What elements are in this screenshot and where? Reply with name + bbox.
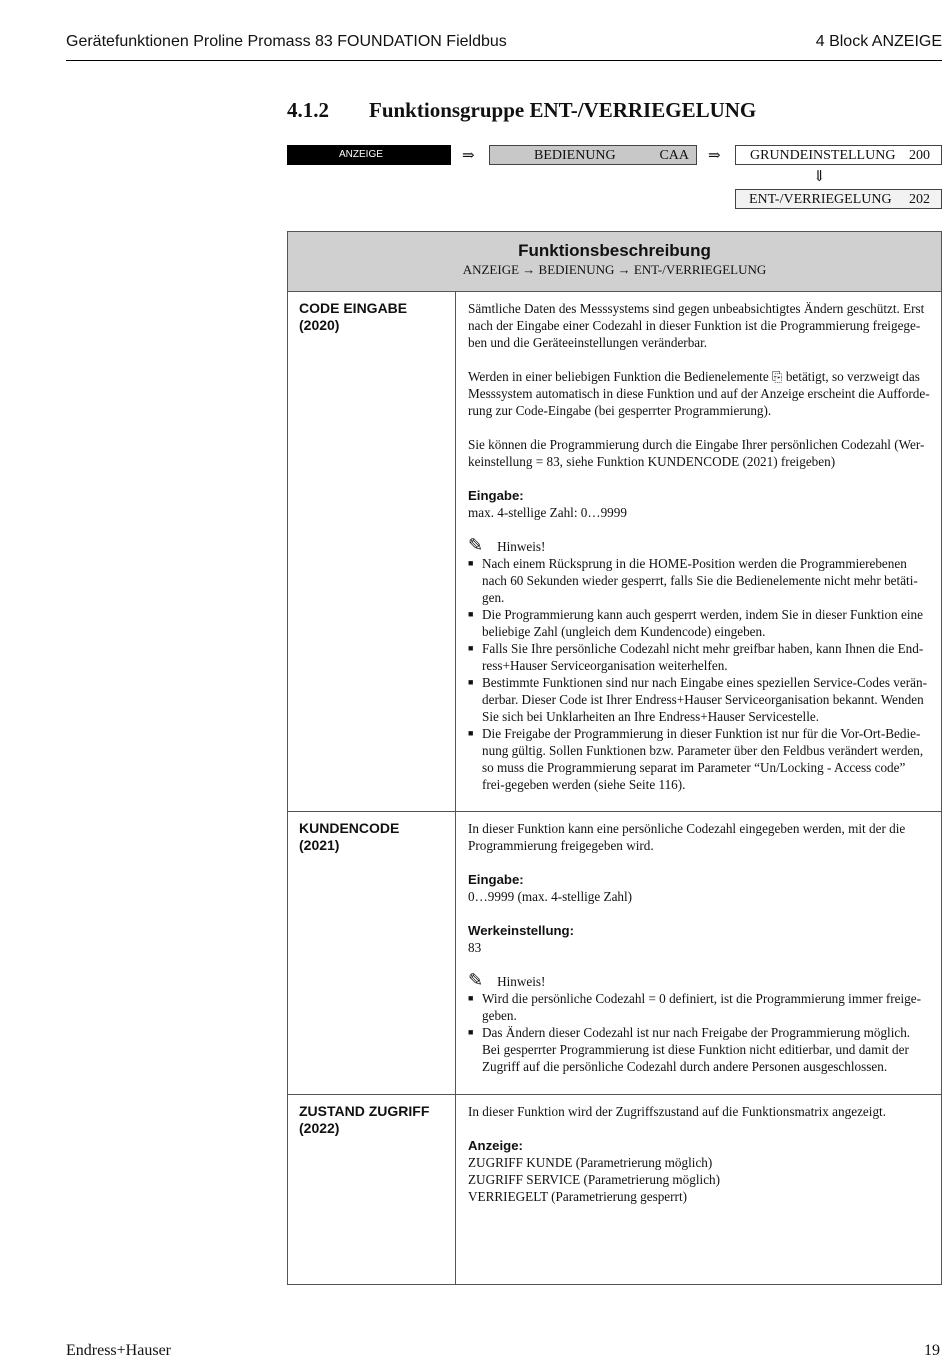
display-label: Anzeige: [468,1138,523,1153]
arrow-right-icon: ⇒ [708,148,721,164]
page-number: 19 [924,1342,940,1359]
function-description [468,820,930,1075]
function-table [287,231,942,1285]
default-value: 83 [468,940,482,955]
table-row [288,1095,941,1284]
nav-function-verriegelung [735,189,942,209]
nav-group-code: CAA [659,148,689,163]
header-divider [66,60,942,61]
hint-label: Hinweis! [497,539,546,554]
table-row [288,292,941,812]
header-title: Gerätefunktionen Proline Promass 83 FOUNDATION Fieldbus [66,33,507,50]
nav-function-label: ENT-/VERRIEGELUNG [749,192,892,207]
section-title [287,98,756,123]
input-value: max. 4-stellige Zahl: 0…9999 [468,505,627,520]
description-paragraph: Sie können die Programmierung durch die Eingabe Ihrer persönlichen Codezahl (Wer-keinstellung = 83, siehe Funktion KUNDENCODE (2021) freigeben) [468,437,925,469]
pencil-hint-icon: ✎ [468,535,484,555]
section-heading: Funktionsgruppe ENT-/VERRIEGELUNG [369,98,757,122]
input-label: Eingabe: [468,872,524,887]
list-item: ■ Nach einem Rücksprung in die HOME-Position werden die Programmierebenen nach 60 Sekunden wieder gesperrt, falls Sie die Bedienelemente nicht mehr betäti-gen. [468,555,930,606]
hint-block [468,535,930,555]
function-description [468,300,930,793]
function-name: ZUSTAND ZUGRIFF [299,1103,430,1119]
input-value: 0…9999 (max. 4-stellige Zahl) [468,889,633,904]
list-item: ■ Wird die persönliche Codezahl = 0 definiert, ist die Programmierung immer freige-geben. [468,990,930,1024]
nav-function-code: 202 [909,192,930,207]
nav-subgroup-label: GRUNDEINSTELLUNG [750,148,896,163]
description-paragraph: In dieser Funktion kann eine persönliche Codezahl eingegeben werden, mit der die Programmierung freigegeben wird. [468,821,906,853]
function-name: KUNDENCODE [299,820,400,836]
table-title: Funktionsbeschreibung [518,241,711,260]
nav-group-bedienung [489,145,697,165]
display-option: VERRIEGELT (Parametrierung gesperrt) [468,1189,687,1204]
display-option: ZUGRIFF SERVICE (Parametrierung möglich) [468,1172,721,1187]
list-item: ■ Bestimmte Funktionen sind nur nach Eingabe eines speziellen Service-Codes verän-derbar. Dieser Code ist Ihrer Endress+Hauser Serviceorganisation bekannt. Wenden Sie sich bei Unklarheiten an Ihre Endress+Hauser Servicestelle. [468,674,930,725]
description-paragraph: Werden in einer beliebigen Funktion die Bedienelemente ⎘ betätigt, so verzweigt das Messsystem automatisch in diese Funktion und auf der Anzeige erscheint die Aufforde-rung zur Code-Eingabe (bei gesperrter Programmierung). [468,369,930,418]
function-name-cell [288,1095,456,1284]
section-number: 4.1.2 [287,98,329,122]
footer-brand: Endress+Hauser [66,1342,171,1359]
hint-block [468,970,930,990]
description-paragraph: Sämtliche Daten des Messsystems sind gegen unbeabsichtigtes Ändern geschützt. Erst nach der Eingabe einer Codezahl in dieser Funktion ist die Programmierung freigege-ben und die Geräteeinstellungen veränderbar. [468,301,925,350]
function-description [468,1103,930,1205]
table-path: ANZEIGE → BEDIENUNG → ENT-/VERRIEGELUNG [462,262,767,277]
nav-subgroup-grundeinstellung [735,145,942,165]
hint-label: Hinweis! [497,974,546,989]
default-label: Werkeinstellung: [468,923,575,938]
function-code: (2020) [299,317,340,333]
display-option: ZUGRIFF KUNDE (Parametrierung möglich) [468,1155,713,1170]
function-code: (2022) [299,1120,340,1136]
arrow-right-icon: ⇒ [462,148,475,164]
nav-group-label: BEDIENUNG [534,148,616,163]
arrow-down-icon: ⇓ [813,169,826,185]
function-name-cell [288,292,456,811]
description-paragraph: In dieser Funktion wird der Zugriffszustand auf die Funktionsmatrix angezeigt. [468,1104,887,1119]
function-name-cell [288,812,456,1094]
hint-list [468,990,930,1075]
input-label: Eingabe: [468,488,524,503]
table-row [288,812,941,1095]
list-item: ■ Die Programmierung kann auch gesperrt werden, indem Sie in dieser Funktion eine beliebige Zahl (ungleich dem Kundencode) eingeben. [468,606,930,640]
table-header [288,232,941,292]
hint-list [468,555,930,793]
function-name: CODE EINGABE [299,300,408,316]
function-code: (2021) [299,837,340,853]
header-chapter: 4 Block ANZEIGE [815,33,942,50]
list-item: ■ Die Freigabe der Programmierung in dieser Funktion ist nur für die Vor-Ort-Bedie-nung gültig. Sollen Funktionen bzw. Parameter über den Feldbus verändert werden, so muss die Programmierung separat im Parameter “Un/Locking - Access code” frei-gegeben werden (siehe Seite 116). [468,725,930,793]
nav-subgroup-code: 200 [909,148,930,163]
pencil-hint-icon: ✎ [468,970,484,990]
list-item: ■ Falls Sie Ihre persönliche Codezahl nicht mehr greifbar haben, kann Ihnen die End-ress+Hauser Serviceorganisation weiterhelfen. [468,640,930,674]
nav-block-anzeige: ANZEIGE [287,145,451,165]
list-item: ■ Das Ändern dieser Codezahl ist nur nach Freigabe der Programmierung möglich. Bei gesperrter Programmierung ist diese Funktion nicht editierbar, und damit der Zugriff auf die persönliche Codezahl durch andere Personen ausgeschlossen. [468,1024,930,1075]
